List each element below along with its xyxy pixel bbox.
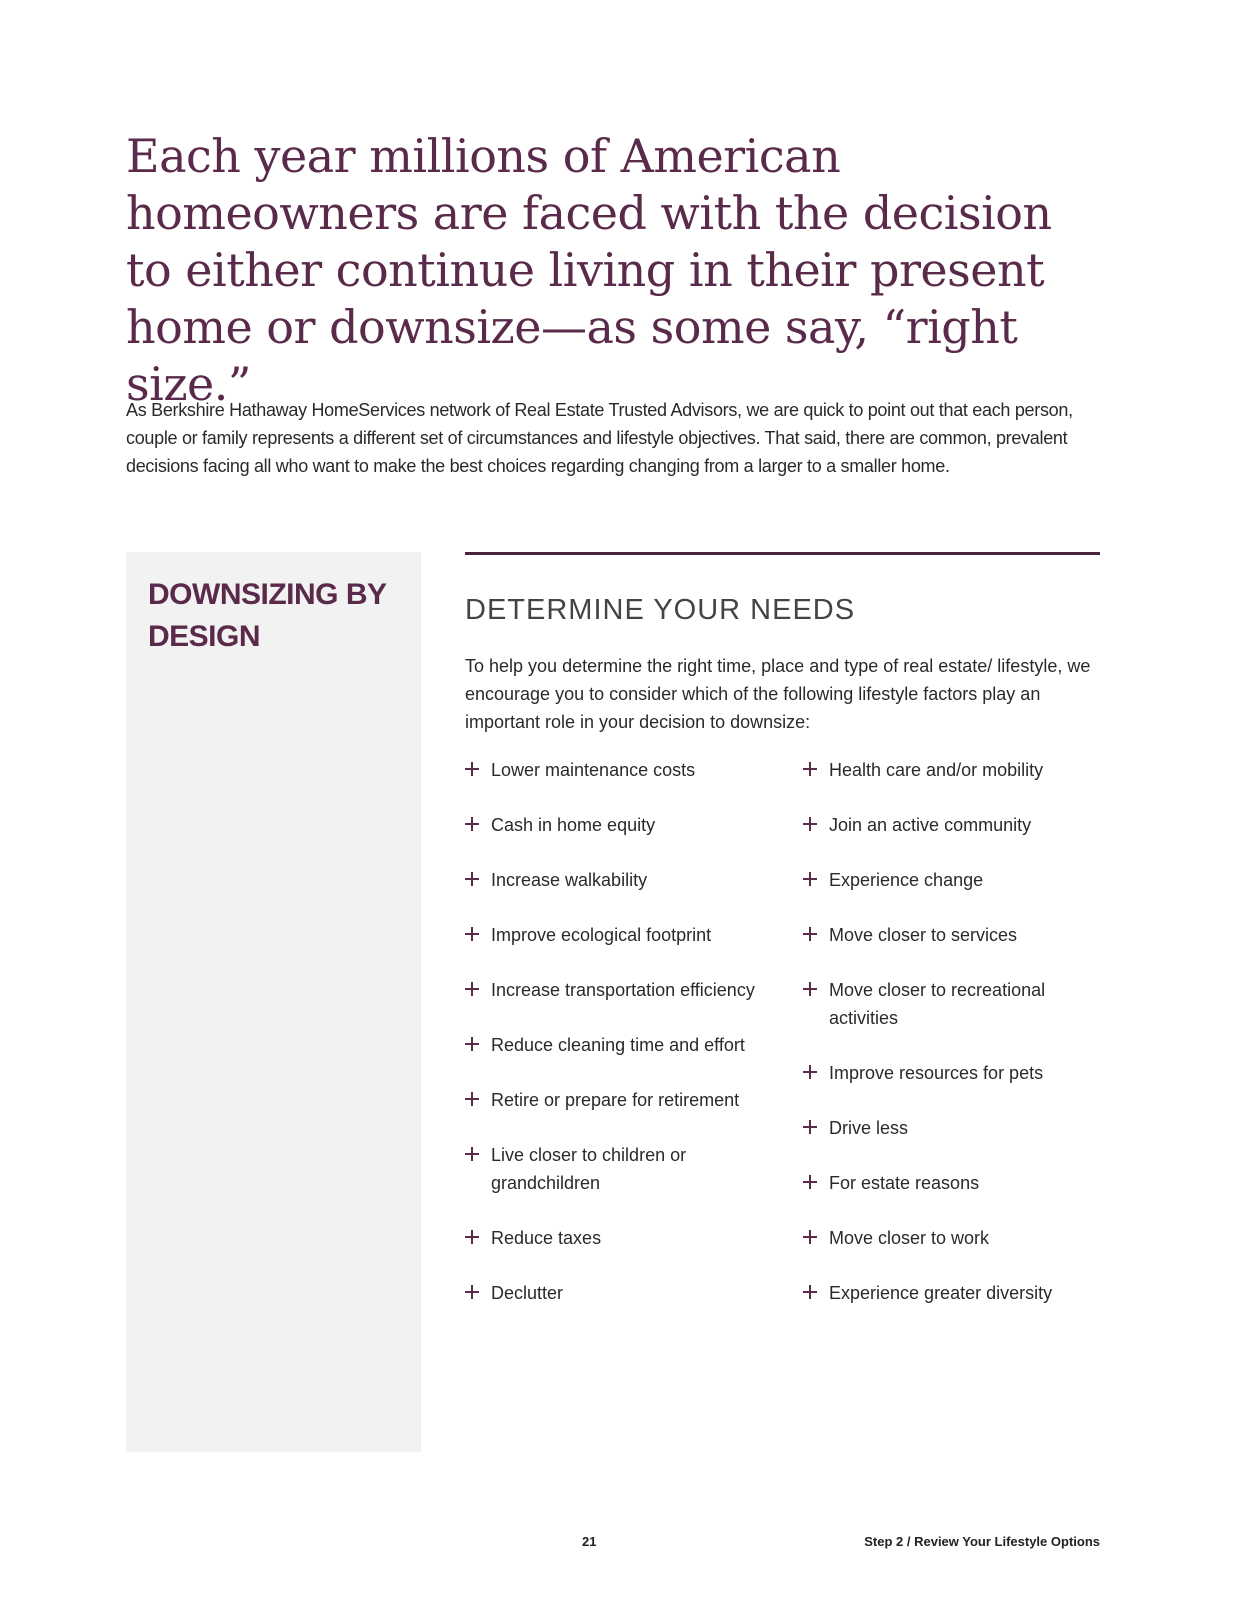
list-item-label: Reduce taxes bbox=[491, 1228, 602, 1248]
list-item bbox=[465, 976, 785, 1004]
list-item bbox=[803, 811, 1103, 839]
plus-icon bbox=[465, 927, 479, 941]
plus-icon bbox=[803, 1065, 817, 1079]
list-item bbox=[803, 756, 1103, 784]
list-item-label: Increase transportation efficiency bbox=[491, 980, 755, 1000]
list-item-label: Improve ecological footprint bbox=[491, 925, 712, 945]
list-item bbox=[803, 976, 1103, 1032]
list-item bbox=[465, 866, 785, 894]
list-item bbox=[465, 1224, 785, 1252]
lifestyle-factors-left-list bbox=[465, 756, 785, 1334]
list-item-label: Lower maintenance costs bbox=[491, 760, 696, 780]
list-item-label: Retire or prepare for retirement bbox=[491, 1090, 740, 1110]
plus-icon bbox=[803, 1175, 817, 1189]
plus-icon bbox=[803, 1230, 817, 1244]
plus-icon bbox=[803, 817, 817, 831]
list-item-label: Live closer to children or grandchildren bbox=[491, 1145, 687, 1193]
list-item bbox=[803, 921, 1103, 949]
list-item bbox=[803, 866, 1103, 894]
list-item-label: Reduce cleaning time and effort bbox=[491, 1035, 745, 1055]
list-item-label: Declutter bbox=[491, 1283, 564, 1303]
section-intro: To help you determine the right time, place and type of real estate/ lifestyle, we encourage you to consider which of the following lifestyle factors play an important role in your decision to downsize: bbox=[465, 656, 1091, 732]
sidebar-title: DOWNSIZING BY DESIGN bbox=[148, 578, 386, 653]
list-item-label: For estate reasons bbox=[829, 1173, 980, 1193]
plus-icon bbox=[465, 817, 479, 831]
list-item bbox=[803, 1169, 1103, 1197]
plus-icon bbox=[465, 1230, 479, 1244]
list-item-label: Experience change bbox=[829, 870, 984, 890]
lifestyle-factors-right-list bbox=[803, 756, 1103, 1334]
plus-icon bbox=[465, 1092, 479, 1106]
section-heading: DETERMINE YOUR NEEDS bbox=[465, 594, 856, 626]
list-item-label: Improve resources for pets bbox=[829, 1063, 1044, 1083]
list-item-label: Join an active community bbox=[829, 815, 1032, 835]
plus-icon bbox=[465, 762, 479, 776]
section-divider bbox=[465, 552, 1100, 555]
list-item bbox=[465, 921, 785, 949]
plus-icon bbox=[465, 1147, 479, 1161]
list-item-label: Drive less bbox=[829, 1118, 909, 1138]
plus-icon bbox=[465, 1037, 479, 1051]
sidebar-panel bbox=[126, 552, 421, 1452]
list-item bbox=[465, 756, 785, 784]
list-item bbox=[465, 1279, 785, 1307]
plus-icon bbox=[803, 872, 817, 886]
list-item bbox=[803, 1059, 1103, 1087]
list-item bbox=[465, 1031, 785, 1059]
list-item-label: Experience greater diversity bbox=[829, 1283, 1053, 1303]
plus-icon bbox=[803, 1285, 817, 1299]
plus-icon bbox=[803, 762, 817, 776]
plus-icon bbox=[465, 872, 479, 886]
plus-icon bbox=[803, 927, 817, 941]
list-item-label: Move closer to recreational activities bbox=[829, 980, 1046, 1028]
list-item bbox=[803, 1224, 1103, 1252]
list-item-label: Move closer to work bbox=[829, 1228, 990, 1248]
list-item bbox=[803, 1114, 1103, 1142]
headline: Each year millions of American homeowners are faced with the decision to either continue living in their present home or downsize—as some say, “right size.” bbox=[126, 129, 1052, 411]
list-item bbox=[465, 1141, 785, 1197]
list-item-label: Health care and/or mobility bbox=[829, 760, 1044, 780]
list-item-label: Increase walkability bbox=[491, 870, 648, 890]
list-item bbox=[465, 811, 785, 839]
plus-icon bbox=[465, 1285, 479, 1299]
list-item-label: Cash in home equity bbox=[491, 815, 656, 835]
list-item bbox=[803, 1279, 1103, 1307]
plus-icon bbox=[803, 982, 817, 996]
intro-paragraph: As Berkshire Hathaway HomeServices network of Real Estate Trusted Advisors, we are quick to point out that each person, couple or family represents a different set of circumstances and lifestyle objectives. That said, there are common, prevalent decisions facing all who want to make the best choices regarding changing from a larger to a smaller home. bbox=[126, 400, 1073, 476]
page-number: 21 bbox=[582, 1534, 597, 1549]
list-item bbox=[465, 1086, 785, 1114]
list-item-label: Move closer to services bbox=[829, 925, 1018, 945]
plus-icon bbox=[803, 1120, 817, 1134]
footer-section-label: Step 2 / Review Your Lifestyle Options bbox=[864, 1534, 1100, 1549]
plus-icon bbox=[465, 982, 479, 996]
